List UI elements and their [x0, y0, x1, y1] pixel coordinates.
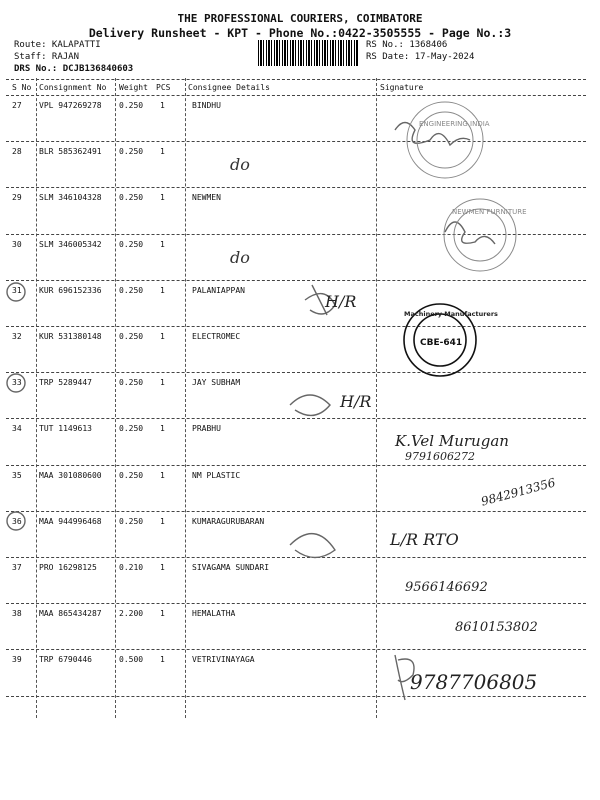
- row-sno: 33: [12, 378, 22, 388]
- row-divider: [6, 141, 586, 142]
- row-divider: [6, 465, 586, 466]
- row-sno: 27: [12, 101, 22, 110]
- hlr-mark: H/R: [325, 292, 357, 311]
- row-consignee: JAY SUBHAM: [192, 378, 241, 388]
- row-consignment-no: MAA 301080600: [39, 470, 102, 480]
- signature-37-phone: 9566146692: [405, 580, 488, 595]
- ditto-mark: do: [230, 155, 250, 174]
- row-weight: 0.250: [119, 147, 144, 157]
- col-divider: [185, 78, 186, 718]
- row-consignee: PALANIAPPAN: [192, 285, 245, 295]
- row-consignment-no: SLM 346005342: [39, 239, 102, 249]
- signature-34-phone: 9791606272: [405, 450, 475, 463]
- row-pcs: 1: [160, 563, 165, 572]
- row-divider: [6, 511, 586, 512]
- signature-39-phone: 9787706805: [410, 670, 538, 694]
- row-divider: [6, 649, 586, 650]
- col-consignment: Consignment No: [39, 83, 107, 92]
- row-sno: 30: [12, 239, 22, 249]
- row-consignee: NEWMEN: [192, 193, 221, 203]
- rs-date: RS Date: 17-May-2024: [366, 52, 475, 62]
- row-sno: 28: [12, 147, 22, 157]
- stamp-machinery-text: Machinery Manufacturers: [404, 310, 498, 318]
- row-divider: [6, 603, 586, 604]
- row-sno: 32: [12, 332, 22, 341]
- hlr-mark: H/R: [340, 392, 372, 411]
- row-divider: [6, 557, 586, 558]
- row-divider: [6, 418, 586, 419]
- col-weight: Weight: [119, 83, 148, 92]
- barcode: [258, 40, 358, 66]
- row-divider: [6, 234, 586, 235]
- company-title: THE PROFESSIONAL COURIERS, COIMBATORE: [177, 12, 423, 25]
- row-pcs: 1: [160, 193, 165, 203]
- row-divider: [6, 326, 586, 327]
- row-consignment-no: BLR 585362491: [39, 147, 102, 157]
- signature-38-phone: 8610153802: [455, 620, 538, 635]
- row-divider: [6, 372, 586, 373]
- row-weight: 2.200: [119, 609, 144, 619]
- row-consignee: BINDHU: [192, 101, 221, 110]
- col-pcs: PCS: [156, 83, 171, 92]
- row-weight: 0.250: [119, 516, 144, 526]
- row-pcs: 1: [160, 516, 165, 526]
- row-divider: [6, 696, 586, 697]
- row-divider: [6, 187, 586, 188]
- col-consignee: Consignee Details: [188, 83, 270, 92]
- stamp-furniture-text: NEWMEN FURNITURE: [452, 208, 527, 216]
- stamp-cbe-text: CBE-641: [420, 338, 463, 348]
- row-weight: 0.250: [119, 101, 144, 110]
- col-divider: [115, 78, 116, 718]
- row-consignee: NM PLASTIC: [192, 470, 241, 480]
- row-consignment-no: PRO 16298125: [39, 563, 97, 572]
- row-weight: 0.250: [119, 378, 144, 388]
- row-consignee: SIVAGAMA SUNDARI: [192, 563, 270, 572]
- row-sno: 35: [12, 470, 22, 480]
- row-weight: 0.250: [119, 470, 144, 480]
- col-sno: S No: [12, 83, 32, 92]
- row-consignee: PRABHU: [192, 424, 221, 434]
- row-pcs: 1: [160, 147, 165, 157]
- drs-number: DRS No.: DCJB136840603: [14, 64, 134, 74]
- signature-36: L/R RTO: [390, 530, 459, 549]
- header-top-rule: [6, 79, 586, 80]
- staff-label: Staff: RAJAN: [14, 52, 80, 62]
- col-divider: [36, 78, 37, 718]
- row-pcs: 1: [160, 424, 165, 434]
- row-sno: 38: [12, 609, 22, 619]
- row-consignment-no: TUT 1149613: [39, 424, 92, 434]
- row-sno: 29: [12, 193, 22, 203]
- row-sno: 37: [12, 563, 22, 572]
- row-consignee: HEMALATHA: [192, 609, 236, 619]
- row-divider: [6, 280, 586, 281]
- stamp-engineering-text: ENGINEERING INDIA: [419, 120, 490, 128]
- row-weight: 0.250: [119, 332, 144, 341]
- col-signature: Signature: [380, 83, 424, 92]
- row-weight: 0.250: [119, 424, 144, 434]
- row-consignment-no: VPL 947269278: [39, 101, 102, 110]
- row-consignee: VETRIVINAYAGA: [192, 655, 255, 665]
- row-sno: 34: [12, 424, 22, 434]
- row-consignee: ELECTROMEC: [192, 332, 241, 341]
- row-consignment-no: SLM 346104328: [39, 193, 102, 203]
- row-consignment-no: MAA 944996468: [39, 516, 102, 526]
- row-weight: 0.250: [119, 285, 144, 295]
- runsheet-subtitle: Delivery Runsheet - KPT - Phone No.:0422-3505555 - Page No.:3: [88, 26, 512, 40]
- row-pcs: 1: [160, 470, 165, 480]
- row-pcs: 1: [160, 332, 165, 341]
- signature-34: K.Vel Murugan: [395, 432, 509, 450]
- row-consignee: KUMARAGURUBARAN: [192, 516, 265, 526]
- row-pcs: 1: [160, 101, 165, 110]
- route-label: Route: KALAPATTI: [14, 40, 101, 50]
- col-divider: [376, 78, 377, 718]
- signature-35-phone: 9842913356: [479, 475, 557, 509]
- row-pcs: 1: [160, 239, 165, 249]
- row-pcs: 1: [160, 378, 165, 388]
- row-consignment-no: TRP 6790446: [39, 655, 92, 665]
- row-sno: 39: [12, 655, 22, 665]
- row-sno: 36: [12, 516, 22, 526]
- row-pcs: 1: [160, 285, 165, 295]
- row-weight: 0.250: [119, 193, 144, 203]
- header-bottom-rule: [6, 95, 586, 96]
- row-consignment-no: KUR 531380148: [39, 332, 102, 341]
- row-weight: 0.250: [119, 239, 144, 249]
- row-consignment-no: TRP 5289447: [39, 378, 92, 388]
- row-pcs: 1: [160, 609, 165, 619]
- rs-number: RS No.: 1368406: [366, 40, 448, 50]
- row-consignment-no: MAA 865434287: [39, 609, 102, 619]
- row-weight: 0.500: [119, 655, 144, 665]
- ditto-mark: do: [230, 248, 250, 267]
- row-pcs: 1: [160, 655, 165, 665]
- row-consignment-no: KUR 696152336: [39, 285, 102, 295]
- row-sno: 31: [12, 285, 22, 295]
- row-weight: 0.210: [119, 563, 144, 572]
